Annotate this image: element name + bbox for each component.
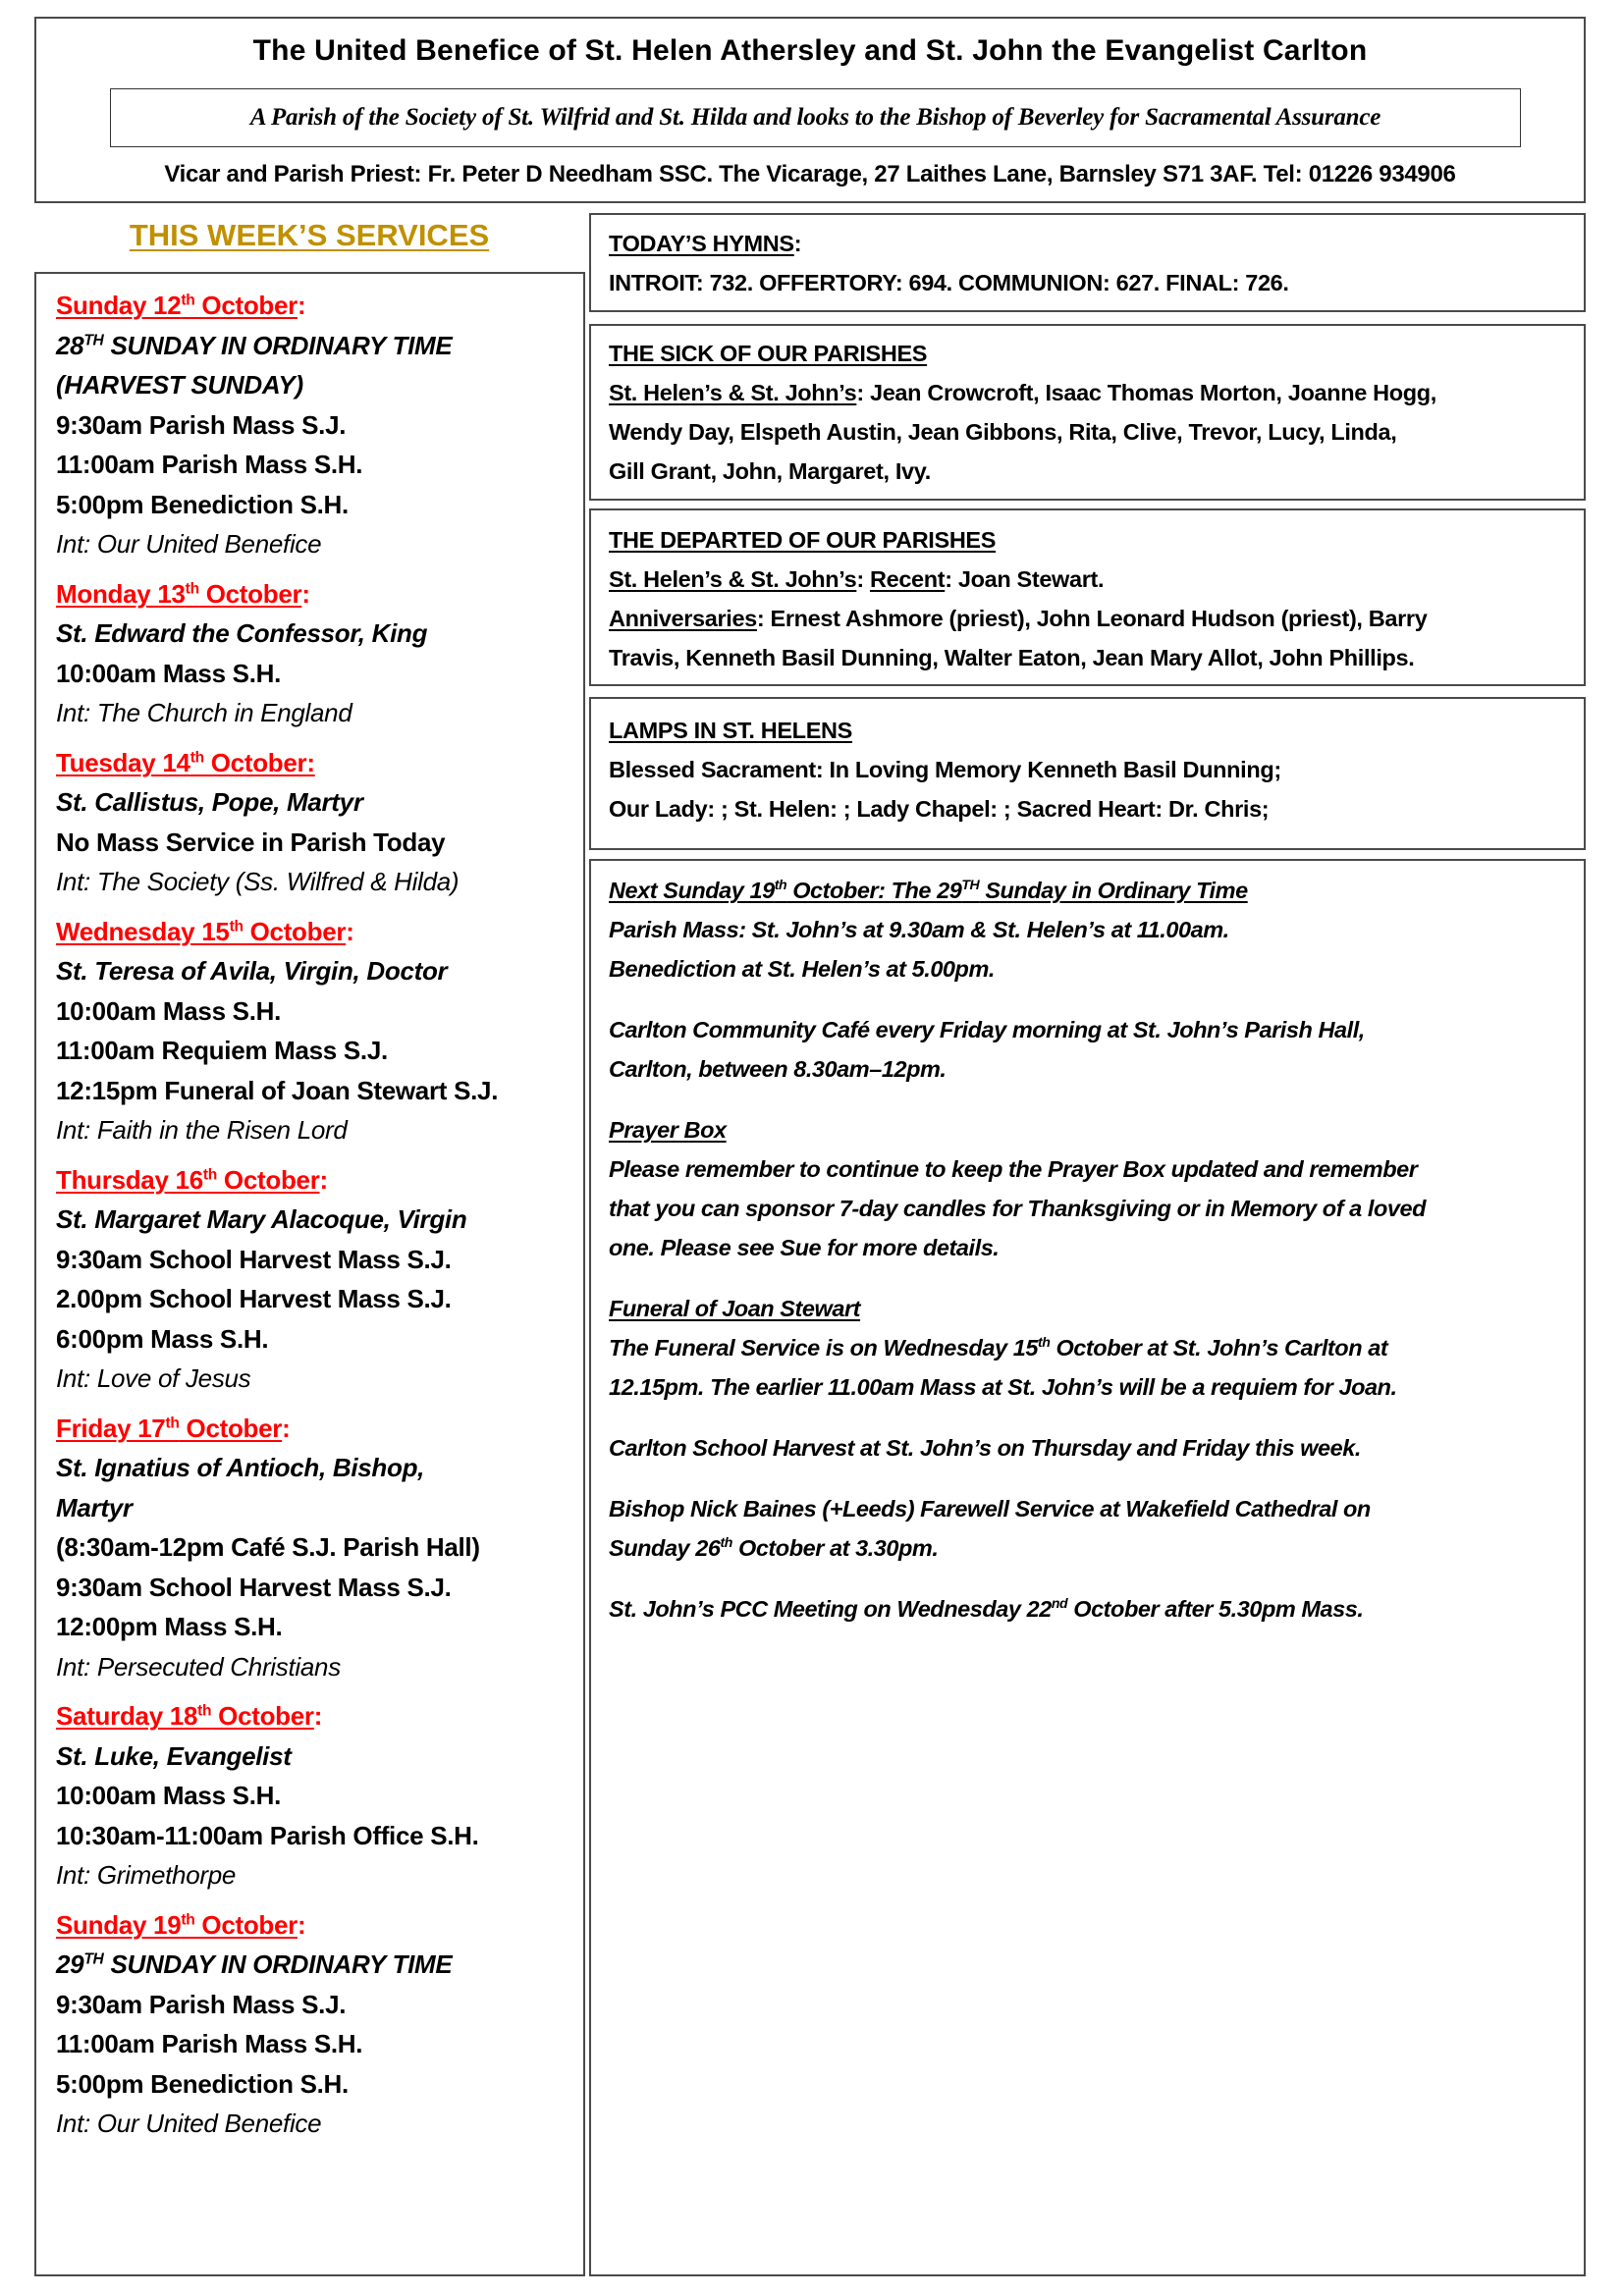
service-time: 9:30am Parish Mass S.J. (56, 1989, 347, 2019)
lamps-heading: LAMPS IN ST. HELENS (609, 718, 852, 743)
tagline-box (110, 88, 1521, 147)
intention: Int: Faith in the Risen Lord (56, 1115, 348, 1145)
day-heading: Tuesday 14th October: (56, 747, 315, 777)
intention: Int: The Society (Ss. Wilfred & Hilda) (56, 867, 460, 896)
service-time: 10:00am Mass S.H. (56, 658, 282, 688)
service-time: 9:30am Parish Mass S.J. (56, 409, 347, 440)
day-heading: Friday 17th October: (56, 1413, 291, 1443)
sick-box (589, 324, 1586, 501)
service-time: 12:00pm Mass S.H. (56, 1612, 283, 1641)
departed-parish-label: St. Helen’s & St. John’s (609, 566, 857, 592)
anniversaries-label: Anniversaries (609, 606, 757, 631)
tagline: A Parish of the Society of St. Wilfrid and St. Hilda and looks to the Bishop of Beverley for Sacramental Assurance (249, 104, 1381, 131)
hymns-heading-colon: : (793, 231, 802, 256)
next-sunday-benediction: Benediction at St. Helen’s at 5.00pm. (609, 956, 995, 982)
service-time: 9:30am School Harvest Mass S.J. (56, 1244, 452, 1274)
feast-title: 28TH SUNDAY IN ORDINARY TIME (56, 330, 453, 360)
service-time: 10:00am Mass S.H. (56, 995, 282, 1026)
notices-box (589, 859, 1586, 2276)
feast-title: 29TH SUNDAY IN ORDINARY TIME (56, 1949, 453, 1979)
intention: Int: Love of Jesus (56, 1363, 251, 1393)
anniversaries-names: : Ernest Ashmore (priest), John Leonard Hudson (priest), Barry (756, 606, 1428, 631)
sick-heading: THE SICK OF OUR PARISHES (609, 341, 928, 366)
sick-names-line: : Jean Crowcroft, Isaac Thomas Morton, Joanne Hogg, (856, 380, 1436, 405)
service-time: 12:15pm Funeral of Joan Stewart S.J. (56, 1075, 499, 1105)
service-time: 5:00pm Benediction S.H. (56, 2068, 349, 2099)
bishop-farewell-notice: Sunday 26th October at 3.30pm. (609, 1534, 939, 1561)
service-day (56, 912, 583, 1150)
services-heading-text: THIS WEEK’S SERVICES (129, 218, 490, 252)
intention: Int: Our United Benefice (56, 529, 322, 559)
prayer-box-heading: Prayer Box (609, 1117, 727, 1143)
day-heading: Saturday 18th October: (56, 1701, 323, 1731)
next-sunday-heading: Next Sunday 19th October: The 29TH Sunday in Ordinary Time (609, 877, 1248, 903)
funeral-text: 12.15pm. The earlier 11.00am Mass at St. John’s will be a requiem for Joan. (609, 1374, 1397, 1400)
service-day (56, 574, 583, 733)
recent-names: : Joan Stewart. (945, 566, 1105, 592)
recent-label: Recent (869, 566, 946, 592)
service-day (56, 1696, 583, 1896)
feast-title: St. Margaret Mary Alacoque, Virgin (56, 1204, 467, 1234)
service-time: 6:00pm Mass S.H. (56, 1323, 269, 1354)
sick-names-line: Gill Grant, John, Margaret, Ivy. (609, 458, 931, 484)
hymns-numbers: INTROIT: 732. OFFERTORY: 694. COMMUNION: 627. FINAL: 726. (609, 270, 1289, 295)
bishop-farewell-notice: Bishop Nick Baines (+Leeds) Farewell Service at Wakefield Cathedral on (609, 1496, 1371, 1522)
prayer-box-text: that you can sponsor 7-day candles for Thanksgiving or in Memory of a loved (609, 1196, 1426, 1221)
next-sunday-mass: Parish Mass: St. John’s at 9.30am & St. Helen’s at 11.00am. (609, 917, 1229, 942)
day-heading: Monday 13th October: (56, 578, 310, 609)
feast-title: St. Ignatius of Antioch, Bishop, (56, 1453, 425, 1482)
prayer-box-text: one. Please see Sue for more details. (609, 1235, 1000, 1260)
intention: Int: The Church in England (56, 698, 352, 727)
feast-title: St. Luke, Evangelist (56, 1740, 292, 1771)
pcc-meeting-notice: St. John’s PCC Meeting on Wednesday 22nd October after 5.30pm Mass. (609, 1595, 1364, 1622)
service-day (56, 743, 583, 902)
feast-title: St. Teresa of Avila, Virgin, Doctor (56, 956, 448, 986)
service-time: No Mass Service in Parish Today (56, 827, 446, 857)
intention: Int: Persecuted Christians (56, 1651, 341, 1682)
cafe-notice: Carlton Community Café every Friday morning at St. John’s Parish Hall, (609, 1017, 1365, 1042)
newsletter-header (34, 17, 1586, 203)
school-harvest-notice: Carlton School Harvest at St. John’s on Thursday and Friday this week. (609, 1435, 1361, 1461)
day-heading: Wednesday 15th October: (56, 916, 354, 946)
service-time: 10:00am Mass S.H. (56, 1781, 282, 1810)
service-time: 10:30am-11:00am Parish Office S.H. (56, 1820, 479, 1850)
lamps-line: Our Lady: ; St. Helen: ; Lady Chapel: ; Sacred Heart: Dr. Chris; (609, 796, 1270, 822)
day-heading: Sunday 12th October: (56, 291, 306, 320)
departed-box (589, 508, 1586, 686)
day-heading: Thursday 16th October: (56, 1164, 328, 1195)
service-time: 11:00am Requiem Mass S.J. (56, 1036, 388, 1065)
colon: : (856, 566, 870, 592)
feast-title: St. Callistus, Pope, Martyr (56, 787, 363, 817)
service-day (56, 1905, 583, 2144)
funeral-text: The Funeral Service is on Wednesday 15th October at St. John’s Carlton at (609, 1334, 1388, 1361)
hymns-box (589, 213, 1586, 312)
day-heading: Sunday 19th October: (56, 1909, 306, 1940)
service-time: 2.00pm School Harvest Mass S.J. (56, 1284, 452, 1313)
feast-title-cont: (HARVEST SUNDAY) (56, 370, 303, 400)
cafe-notice: Carlton, between 8.30am–12pm. (609, 1056, 947, 1082)
departed-heading: THE DEPARTED OF OUR PARISHES (609, 527, 997, 553)
service-time: 9:30am School Harvest Mass S.J. (56, 1572, 452, 1602)
intention: Int: Our United Benefice (56, 2109, 322, 2138)
service-time: (8:30am-12pm Café S.J. Parish Hall) (56, 1532, 480, 1562)
hymns-heading: TODAY’S HYMNS (609, 231, 794, 256)
intention: Int: Grimethorpe (56, 1860, 237, 1890)
service-time: 11:00am Parish Mass S.H. (56, 2029, 363, 2058)
service-time: 5:00pm Benediction S.H. (56, 489, 349, 519)
service-time: 11:00am Parish Mass S.H. (56, 450, 363, 479)
sick-names-line: Wendy Day, Elspeth Austin, Jean Gibbons, Rita, Clive, Trevor, Lucy, Linda, (609, 419, 1397, 445)
services-heading (34, 218, 584, 253)
sick-parish-label: St. Helen’s & St. John’s (609, 380, 857, 405)
service-day (56, 1160, 583, 1399)
benefice-title: The United Benefice of St. Helen Athersley and St. John the Evangelist Carlton (252, 34, 1368, 67)
funeral-heading: Funeral of Joan Stewart (609, 1296, 861, 1321)
lamps-box (589, 697, 1586, 850)
vicar-contact: Vicar and Parish Priest: Fr. Peter D Needham SSC. The Vicarage, 27 Laithes Lane, Barnsley S71 3AF. Tel: 01226 934906 (164, 161, 1456, 187)
feast-title: St. Edward the Confessor, King (56, 618, 428, 648)
anniversaries-names: Travis, Kenneth Basil Dunning, Walter Eaton, Jean Mary Allot, John Phillips. (609, 645, 1415, 670)
lamps-line: Blessed Sacrament: In Loving Memory Kenneth Basil Dunning; (609, 757, 1281, 782)
services-list (34, 272, 585, 2276)
feast-title-cont: Martyr (56, 1492, 133, 1522)
service-day (56, 286, 583, 564)
prayer-box-text: Please remember to continue to keep the Prayer Box updated and remember (609, 1156, 1418, 1182)
service-day (56, 1409, 583, 1687)
